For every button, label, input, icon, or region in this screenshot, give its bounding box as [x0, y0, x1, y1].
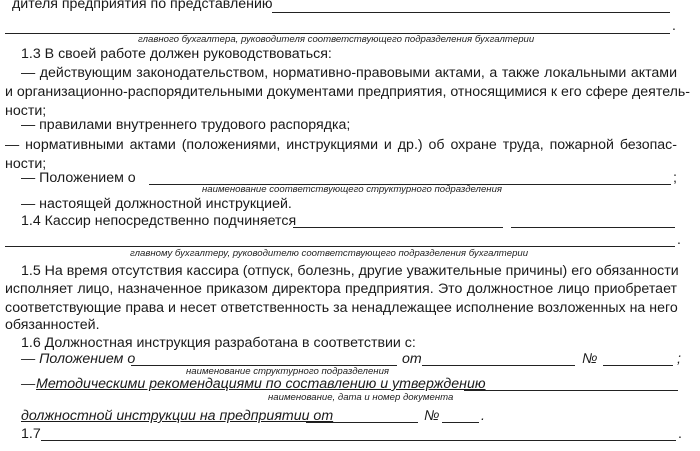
text: — [21, 376, 36, 392]
text: — настоящей должностной инструкцией. [21, 196, 292, 212]
period: . [672, 17, 676, 33]
blank-line [422, 365, 575, 366]
semicolon: ; [673, 170, 677, 186]
text-line: — нормативными актами (положениями, инструкциями и др.) об охране труда, пожарной безопас- [5, 137, 677, 153]
text: — Положением о [21, 170, 136, 186]
blank-line [442, 422, 479, 423]
period: . [678, 425, 682, 441]
period: . [677, 231, 681, 247]
semicolon: ; [677, 351, 681, 367]
text-line: исполняет лицо, назначенное приказом директора предприятия. Это должностное лицо приобретает [5, 281, 677, 297]
text: Методическими рекомендациями по составлению и утверждению [36, 376, 486, 392]
caption: наименование соответствующего структурного подразделения [202, 184, 503, 195]
caption: наименование, дата и номер документа [268, 392, 454, 403]
period: . [481, 408, 485, 424]
blank-line [306, 422, 418, 423]
text-line [0, 315, 700, 335]
blank-line [5, 246, 675, 247]
blank-line [293, 227, 503, 228]
blank-line [511, 227, 675, 228]
caption: главному бухгалтеру, руководителю соответствующего подразделения бухгалтерии [130, 248, 529, 259]
text-line [0, 115, 700, 135]
section-1-4: 1.4 Кассир непосредственно подчиняется [21, 213, 297, 229]
section-1-3: 1.3 В своей работе должен руководствоваться: [21, 46, 332, 62]
text: № [424, 408, 440, 424]
text-line [0, 406, 700, 426]
blank-line [464, 390, 678, 391]
text: — правилами внутреннего трудового распорядка; [21, 117, 351, 133]
caption: главного бухгалтера, руководителя соответствующего подразделения бухгалтерии [138, 34, 535, 45]
text-line [0, 44, 700, 64]
text: ности; [5, 103, 47, 119]
blank-line [272, 12, 670, 13]
text: — Положением о [21, 351, 136, 367]
text-line: соответствующие права и несет ответственность за ненадлежащее исполнение возложенных на него [5, 300, 678, 316]
text-line: 1.5 На время отсутствия кассира (отпуск, болезнь, другие уважительные причины) его обязанности [21, 263, 679, 279]
text-line [0, 424, 700, 444]
text: дителя предприятия по представлению [12, 0, 273, 12]
text: от [402, 351, 422, 367]
text: ности; [5, 156, 47, 172]
section-1-6: 1.6 Должностная инструкция разработана в соответствии с: [21, 335, 416, 351]
text: № [582, 351, 598, 367]
text-line [0, 211, 700, 231]
blank-line [603, 365, 673, 366]
caption: наименование структурного подразделения [186, 366, 390, 377]
text-line [0, 374, 700, 394]
text: обязанностей. [5, 317, 100, 333]
text-line: — действующим законодательством, нормативно-правовыми актами, а также локальными актами [21, 65, 677, 81]
text: должностной инструкции на предприятии от [21, 408, 334, 424]
section-1-7: 1.7 [21, 426, 41, 442]
blank-line [41, 440, 676, 441]
text-line: и организационно-распорядительными документами предприятия, относящимися к его сфере деятель- [5, 84, 691, 100]
